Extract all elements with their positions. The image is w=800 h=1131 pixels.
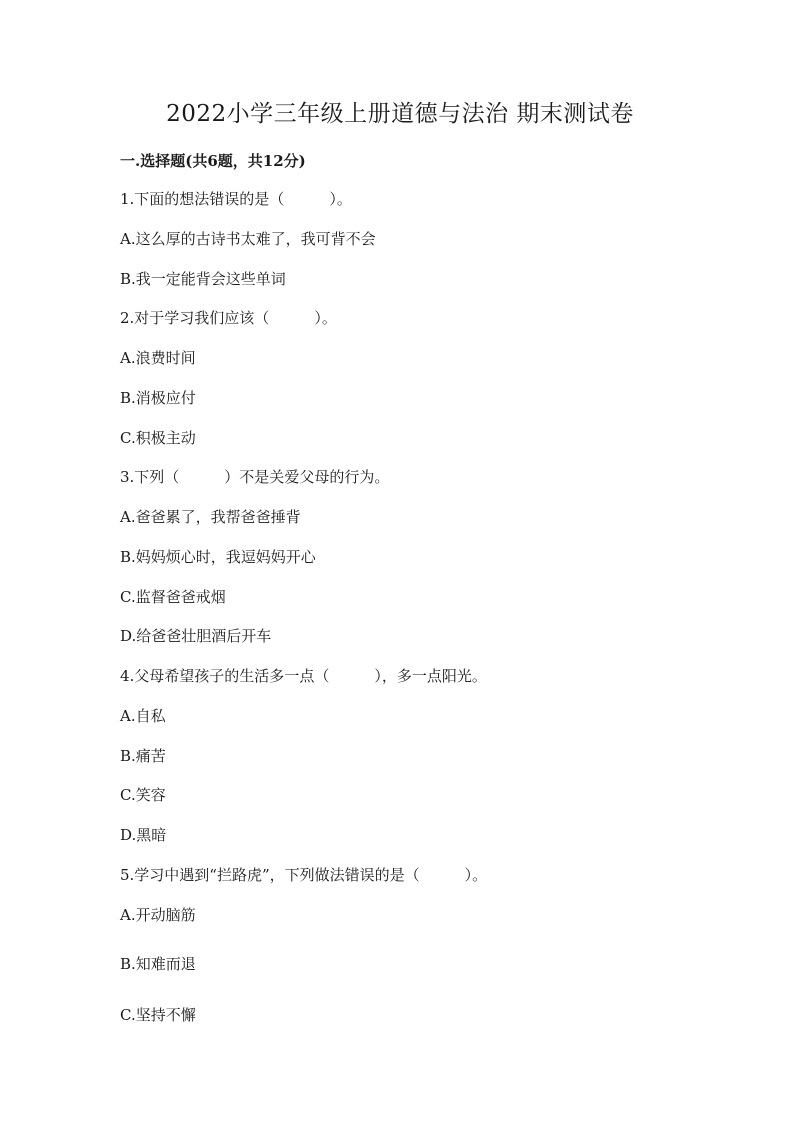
question-3: 3.下列（ ）不是关爱父母的行为。 [120, 468, 390, 486]
question-1-option-a: A.这么厚的古诗书太难了，我可背不会 [120, 230, 376, 248]
question-4-option-a: A.自私 [120, 707, 166, 725]
question-4-option-c: C.笑容 [120, 786, 166, 804]
question-3-option-c: C.监督爸爸戒烟 [120, 588, 226, 606]
question-2-option-b: B.消极应付 [120, 389, 196, 407]
question-5-option-a: A.开动脑筋 [120, 906, 196, 924]
question-5: 5.学习中遇到“拦路虎”，下列做法错误的是（ ）。 [120, 866, 488, 884]
question-1-option-b: B.我一定能背会这些单词 [120, 270, 286, 288]
question-1: 1.下面的想法错误的是（ ）。 [120, 190, 352, 208]
question-3-option-b: B.妈妈烦心时，我逗妈妈开心 [120, 548, 316, 566]
question-5-option-c: C.坚持不懈 [120, 1006, 196, 1024]
question-3-option-d: D.给爸爸壮胆酒后开车 [120, 627, 272, 645]
question-3-option-a: A.爸爸累了，我帮爸爸捶背 [120, 508, 301, 526]
question-4-option-b: B.痛苦 [120, 747, 166, 765]
page-title: 2022小学三年级上册道德与法治 期末测试卷 [166, 101, 634, 127]
section-heading: 一.选择题(共6题，共12分) [120, 152, 306, 170]
question-2-option-c: C.积极主动 [120, 429, 196, 447]
question-2-option-a: A.浪费时间 [120, 349, 196, 367]
question-4: 4.父母希望孩子的生活多一点（ ），多一点阳光。 [120, 667, 487, 685]
question-4-option-d: D.黑暗 [120, 826, 167, 844]
question-2: 2.对于学习我们应该（ ）。 [120, 309, 337, 327]
question-5-option-b: B.知难而退 [120, 955, 196, 973]
